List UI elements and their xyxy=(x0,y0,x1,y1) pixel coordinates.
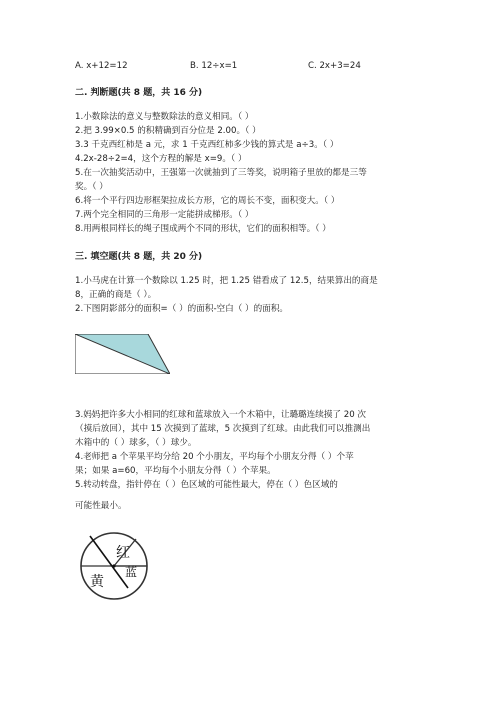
fill-in-q3-continued: 木箱中的（ ）球多，（ ）球少。 xyxy=(75,438,197,448)
option-b: B. 12÷x=1 xyxy=(190,61,238,71)
spinner-center xyxy=(112,564,115,567)
fill-in-q5: 5.转动转盘，指针停在（ ）色区域的可能性最大，停在（ ）色区域的 xyxy=(75,480,338,490)
judgement-item: 7.两个完全相同的三角形一定能拼成梯形。（ ） xyxy=(75,210,254,220)
judgement-item-continued: 奖。（ ） xyxy=(75,182,108,192)
judgement-item: 2.把 3.99×0.5 的积精确到百分位是 2.00。（ ） xyxy=(75,126,261,136)
section-heading-judgement: 二. 判断题(共 8 题，共 16 分) xyxy=(75,88,203,98)
judgement-item: 4.2x-28÷2=4，这个方程的解是 x=9。（ ） xyxy=(75,154,247,164)
judgement-item: 3.3 千克西红柿是 a 元，求 1 千克西红柿多少钱的算式是 a÷3。（ ） xyxy=(75,140,339,150)
option-c: C. 2x+3=24 xyxy=(308,61,361,71)
judgement-item: 5.在一次抽奖活动中，王强第一次就抽到了三等奖，说明箱子里放的都是三等 xyxy=(75,168,367,178)
fill-in-q3: 3.妈妈把许多大小相同的红球和蓝球放入一个木箱中，让璐璐连续摸了 20 次 xyxy=(75,410,367,420)
fill-in-q5-continued: 可能性最小。 xyxy=(75,501,127,511)
spinner-label-yellow: 黄 xyxy=(90,574,104,590)
fill-in-q3-continued: （摸后放回），其中 15 次摸到了蓝球，5 次摸到了红球。由此我们可以推测出 xyxy=(75,424,371,434)
judgement-item: 8.用两根同样长的绳子围成两个不同的形状，它们的面积相等。（ ） xyxy=(75,224,331,234)
spinner-label-red: 红 xyxy=(116,545,130,561)
judgement-item: 1.小数除法的意义与整数除法的意义相同。（ ） xyxy=(75,112,254,122)
spinner-label-blue: 蓝 xyxy=(125,565,138,579)
fill-in-q1: 1.小马虎在计算一个数除以 1.25 时，把 1.25 错看成了 12.5，结果算出的商是 xyxy=(75,276,378,286)
shaded-area-figure xyxy=(75,334,170,374)
option-a: A. x+12=12 xyxy=(75,61,128,71)
spinner-figure xyxy=(76,530,156,602)
fill-in-q1-continued: 8，正确的商是（ ）。 xyxy=(75,290,157,300)
judgement-item: 6.将一个平行四边形框架拉成长方形，它的周长不变，面积变大。（ ） xyxy=(75,196,340,206)
section-heading-fill-in: 三. 填空题(共 8 题，共 20 分) xyxy=(75,252,203,262)
fill-in-q2: 2.下图阴影部分的面积=（ ）的面积-空白（ ）的面积。 xyxy=(75,304,289,314)
fill-in-q4: 4.老师把 a 个苹果平均分给 20 个小朋友，平均每个小朋友分得（ ）个苹 xyxy=(75,452,354,462)
fill-in-q4-continued: 果；如果 a=60，平均每个小朋友分得（ ）个苹果。 xyxy=(75,466,276,476)
